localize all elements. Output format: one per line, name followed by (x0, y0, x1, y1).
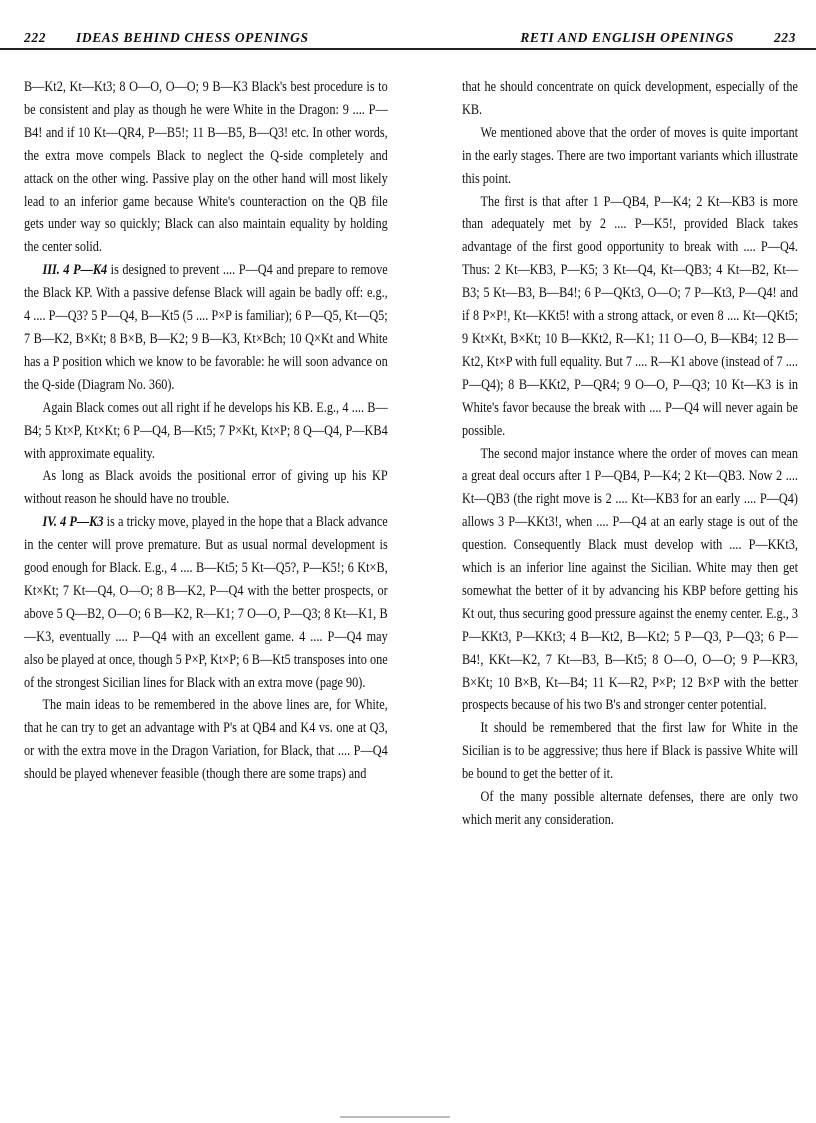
bottom-edge-mark (340, 1116, 450, 1118)
right-page-number: 223 (773, 30, 796, 45)
paragraph: We mentioned above that the order of moves is quite important in the early stages. There are two important variants which illustrate this point. (462, 124, 798, 187)
paragraph: It should be remembered that the first law for White in the Sicilian is to be aggressive; thus here if Black is passive White will be bound to get the better of it. (462, 720, 798, 783)
paragraph: Again Black comes out all right if he develops his KB. E.g., 4 .... B—B4; 5 Kt×P, Kt×Kt; 6 P—Q4, B—Kt5; 7 P×Kt, Kt×P; 8 Q—Q4, P—KB4 with approximate equality. (24, 399, 388, 462)
left-page-number: 222 (24, 30, 47, 45)
paragraph: The second major instance where the order of moves can mean a great deal occurs after 1 P—QB4, P—K4; 2 Kt—QB3. Now 2 .... Kt—QB3 (the right move is 2 .... Kt—KB3 for an early .... P—Q4) allows 3 P—KKt3!, when .... P—Q4 at an early stage is out of the question. Consequently Black must develop with .... P—KKt3, which is an inferior line against the Sicilian. White may then get somewhat the better of it by advancing his KBP before getting his Kt out, thus securing good pressure against the enemy center. E.g., 3 P—KKt3, P—KKt3; 4 B—Kt2, B—Kt2; 5 P—Q3, P—Q3; 6 P—B4!, KKt—K2, 7 Kt—B3, B—Kt5; 8 O—O, O—O; 9 P—KR3, B×Kt; 10 B×B, Kt—B4; 11 K—R2, P×P; 12 B×P with the better prospects because of his two B's and stronger center potential. (462, 445, 798, 714)
left-running-head (24, 0, 380, 46)
paragraph: that he should concentrate on quick development, especially of the KB. (462, 79, 798, 118)
right-running-title: RETI AND ENGLISH OPENINGS (520, 30, 734, 45)
left-body-text (24, 76, 388, 786)
paragraph: As long as Black avoids the positional error of giving up his KP without reason he should have no trouble. (24, 468, 388, 508)
right-header-rule (408, 48, 816, 50)
paragraph: The main ideas to be remembered in the above lines are, for White, that he can try to get an advantage with P's at QB4 and K4 vs. one at Q3, or with the extra move in the Dragon Variation, for Black, that .... P—Q4 should be played whenever feasible (though there are some traps) and (24, 697, 388, 783)
paragraph: Of the many possible alternate defenses, there are only two which merit any consideration. (462, 789, 798, 828)
left-running-title: IDEAS BEHIND CHESS OPENINGS (76, 30, 309, 45)
right-body-text (462, 76, 798, 832)
paragraph: The first is that after 1 P—QB4, P—K4; 2 Kt—KB3 is more than adequately met by 2 .... P—K5!, provided Black takes advantage of the first good opportunity to break with .... P—Q4. Thus: 2 Kt—KB3, P—K5; 3 Kt—Q4, Kt—QB3; 4 Kt—B2, Kt—B3; 5 Kt—B3, B—B4!; 6 P—QKt3, O—O; 7 P—Kt3, P—Q4! and if 8 P×P!, Kt—KKt5! with a strong attack, or even 8 .... Kt—QKt5; 9 Kt×Kt, B×Kt; 10 B—KKt2, R—K1; 11 O—O, B—KB4; 12 B—Kt2, Kt×P with full equality. But 7 .... R—K1 above (instead of 7 .... P—Q4); 8 B—KKt2, P—QR4; 9 O—O, P—Q3; 10 Kt—K3 is in White's favor because the break with .... P—Q4 will never again be possible. (462, 193, 798, 439)
paragraph: III. 4 P—K4 is designed to prevent .... P—Q4 and prepare to remove the Black KP. With a passive defense Black will again be badly off: e.g., 4 .... P—Q3? 5 P—Q4, B—Kt5 (5 .... P×P is familiar); 6 P—Q5, Kt—Q5; 7 B—K2, B×Kt; 8 B×B, B—K2; 9 B—K3, Kt×Bch; 10 Q×Kt and White has a P position which we know to be favorable: he will soon advance on the Q-side (Diagram No. 360). (24, 262, 388, 393)
left-header-rule (0, 48, 408, 50)
right-running-head (462, 0, 796, 46)
paragraph: IV. 4 P—K3 is a tricky move, played in the hope that a Black advance in the center will prove premature. But as usual normal development is good enough for Black. E.g., 4 .... B—Kt5; 5 Kt—Q5?, P—K5!; 6 Kt×B, Kt×Kt; 7 Kt—Q4, O—O; 8 B—K2, P—Q4 with the better prospects, or above 5 Q—B2, O—O; 6 B—K2, R—K1; 7 O—O, P—Q3; 8 Kt—K1, B—K3, eventually .... P—Q4 with an excellent game. 4 .... P—Q4 may also be played at once, though 5 P×P, Kt×P; 6 B—Kt5 transposes into one of the strongest Sicilian lines for Black with an extra move (page 90). (24, 514, 388, 691)
paragraph: B—Kt2, Kt—Kt3; 8 O—O, O—O; 9 B—K3 Black's best procedure is to be consistent and play as though he were White in the Dragon: 9 .... P—B4! and if 10 Kt—QR4, P—B5!; 11 B—B5, B—Q3! etc. In other words, the extra move compels Black to neglect the Q-side completely and attack on the other wing. Passive play on the other hand will most likely lead to an inferior game because White's counteraction on the QB file gets under way so quickly; Black can also maintain equality by holding the center solid. (24, 79, 388, 256)
